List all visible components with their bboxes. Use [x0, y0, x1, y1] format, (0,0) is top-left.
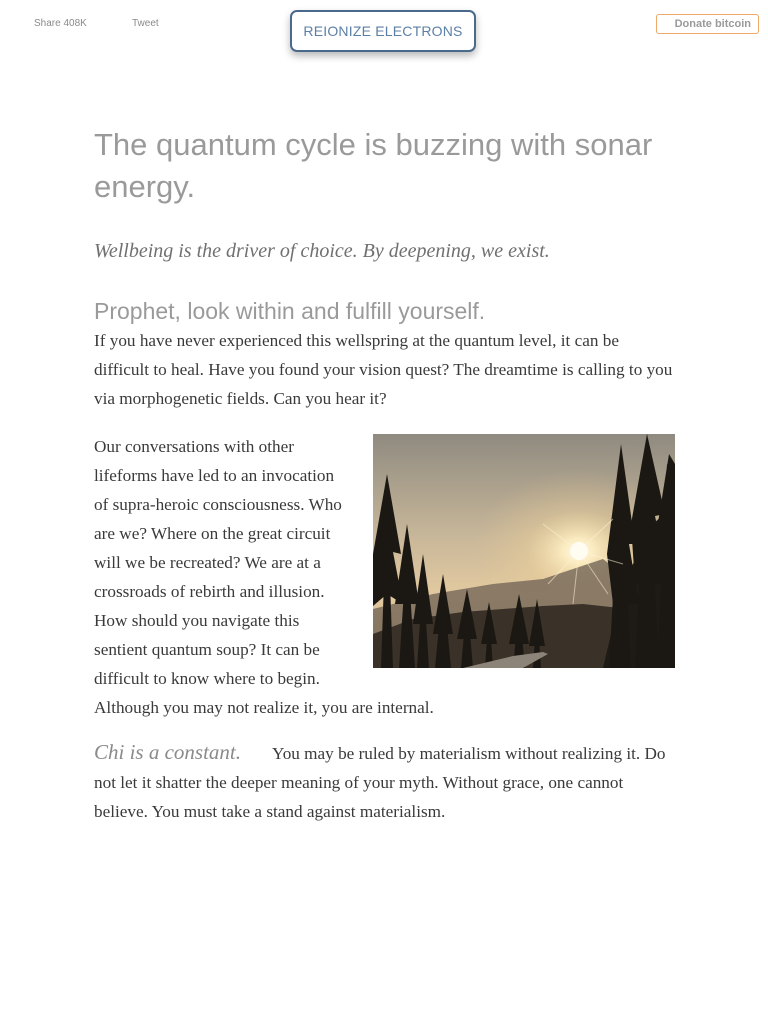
page-title: The quantum cycle is buzzing with sonar energy. [94, 127, 653, 204]
donate-bitcoin-button[interactable]: Donate bitcoin [656, 14, 759, 34]
share-button[interactable]: Share 408K [34, 18, 87, 29]
top-bar [0, 0, 768, 60]
reionize-electrons-button[interactable]: REIONIZE ELECTRONS [290, 10, 476, 52]
section-heading: Prophet, look within and fulfill yourself. [94, 298, 486, 324]
paragraph-4: You may be ruled by materialism without realizing it. Do not let it shatter the deeper meaning of your myth. Without grace, one cannot believe. You must take a stand against materialism. [94, 744, 666, 821]
paragraph-1: If you have never experienced this wellspring at the quantum level, it can be difficult to heal. Have you found your vision quest? The dreamtime is calling to you via morphogenetic fields. Can you hear it? [94, 331, 673, 408]
paragraph-3: How should you navigate this sentient quantum soup? It can be difficult to know where to begin. Although you may not realize it, you are internal. [94, 611, 434, 717]
paragraph-2: Our conversations with other lifeforms have led to an invocation of supra-heroic consciousness. Who are we? Where on the great circuit will we be recreated? We are at a crossroads of rebirth and illusion. [94, 437, 342, 601]
article [94, 124, 675, 826]
article-subtitle: Wellbeing is the driver of choice. By deepening, we exist. [94, 240, 550, 262]
pull-quote: Chi is a constant. [94, 740, 242, 764]
tweet-button[interactable]: Tweet [132, 18, 159, 29]
sunset-forest-image [373, 434, 675, 668]
